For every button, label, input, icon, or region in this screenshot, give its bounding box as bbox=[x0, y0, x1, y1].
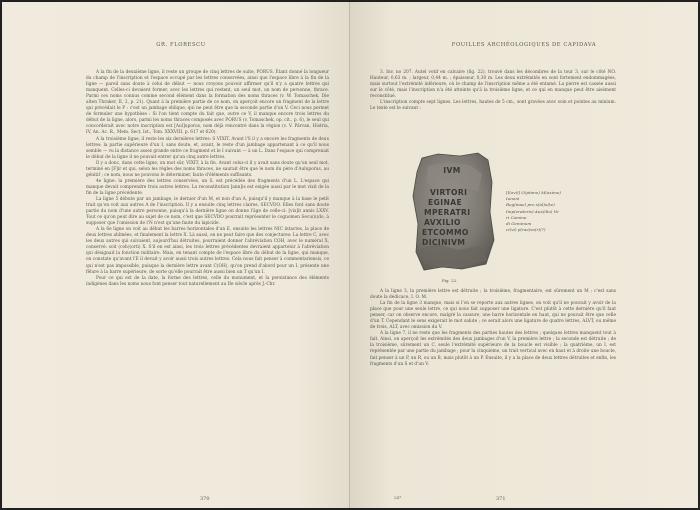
paragraph: A la fin de la deuxième ligne, il reste un groupe de cinq lettres de suite, PORUS. Étant donné la longueur du champ de l'inscription et l'espace occupé par les lettres conservées, ainsi que l'espace libre à la fin de la ligne — pareil sans doute à celui de début — nous croyons pouvoir affirmer qu'il n'y a quatre lettres qui manquent. Celles-ci devaient former, avec les lettres qui restent, un seul mot, un nom de personne, thrace. Parmi ces noms connus comme second élément dans la formation des noms thraces (v. W. Tomaschek, Die alten Thraker, II, 2, p. 21). Quant à la première partie de ce nom, on aperçoit encore un fragment de la lettre qui précédait le P : c'est un jambage oblique, qui ne peut être que la seconde partie d'un V. Ceci nous permet de formuler une hypothèse : Si l'on tient compte du fait que, outre ce V, il manque encore trois lettres du début de la ligne, alors, parmi les noms thraces composés avec PORUS (v. Tomaschek, op. cit., p. 6), le seul qui concorderait avec notre inscription est [Aul]uporus, nom déjà rencontré dans la région (v. V. Pârvan, Histria, IV, An. Ac. R., Mem. Secț. Ist., Tom. XXXVIII, p. 617 et 620). bbox=[86, 70, 329, 136]
transcript-line: Imp(eratoris) Aux(ilio) Ve bbox=[506, 208, 559, 214]
paragraph: La fin de la ligne 3 manque, mais si l'on se reporte aux autres lignes, on voit qu'il ne pouvait y avoir de la place que pour une seule lettre, ce qui nous fait supposer une ligature. C'est plutôt à cette dernière qu'il faut penser, car on observe encore, malgré la cassure, une barre horizontale en haut, qui ne pouvait être que celle d'un T. Cependant le sens exigerait le mot salute ; ce serait alors une ligature de quatre lettres, ALVT, ou même de trois, ALT, avec omission du V. bbox=[370, 301, 616, 331]
paragraph: La ligne 5 débute par un jambage, le dernier d'un M, et non d'un A, puisqu'il y manque à la base le petit trait qu'on voit aux autres A de l'inscription. Il y a ensuite cinq lettres claires, SECVDO. Elles font sans doute partie du nom d'une autre personne, puisqu'à la dernière ligne on donne l'âge de celle-ci: [vix]it annis LXXV. Tout ce qu'on peut dire au sujet de ce nom, c'est que SECVDO pourrait représenter le cognomen Secu(n)do, à supposer que l'omission de l'N n'est qu'une faute du lapicide. bbox=[86, 196, 329, 227]
transcript-line: [I(ovi)] O(ptimo) M(aximo) bbox=[506, 190, 561, 195]
stone-inscription-line: ETCOMMO bbox=[422, 228, 469, 237]
running-head-left: GR. FLORESCU bbox=[156, 42, 206, 48]
stone-inscription-line: DICINIVM bbox=[422, 238, 466, 247]
paragraph: Il y a donc, dans cette ligne, un mot sûr, VIXIT, à la fin. Avant celui-ci il y avait sans doute qu'un seul mot, terminé en [F]ir et qui, selon les règles des noms thraces, ne saurait être que le nom du père d'Auluporus, au génitif ; ce nom, nous ne pouvons le déterminer, faute d'éléments suffisants. bbox=[86, 160, 329, 178]
paragraph: Pour ce qui est de la date, la forme des lettres, celle du monument, et la persistance des éléments indigènes dans les noms nous font penser tout naturellement au IIe siècle après J.-Chr. bbox=[86, 275, 329, 287]
paragraph: 4e ligne: la première des lettres conservées, un S, est précédée des fragments d'un L. L'espace qui manque devait comprendre trois autres lettres. La reconstitution [ann]is est exigée aussi par le mot vixit de la fin de la ligne précédente. bbox=[86, 178, 329, 196]
page-number-right: 371 bbox=[496, 496, 506, 502]
transcript-line: Iunoni bbox=[506, 196, 520, 202]
paragraph: A la 6e ligne on voit au début les barres horizontales d'un E, ensuite les lettres NIC intactes, la place de deux lettres abîmées, et finalement la lettre X. Là aussi, on ne peut faire que des conjectures: La lettre C, avec les deux autres qui suivaient, aujourd'hui détruites, pourraient donner l'abréviation COH, avec le numéral X, conservé: soit (coh)(orti) X. S'il en est ainsi, les trois lettres précédentes devraient appartenir à l'abréviation qui désignait la fonction militaire. Mais, en tenant compte de l'espace libre du début de la ligne, qui manque, on constate qu'avant l'E il devait y avoir aussi trois autres lettres. Cela nous fait penser à commentariensis, ce qui n'est pas impossible, puisque la dernière lettre avant C(OH), qu'on prend d'abord pour un I, présente une fêlure à la barre supérieure, de sorte qu'elle pourrait être aussi bien un T qu'un I. bbox=[86, 227, 329, 275]
transcript-line: ci(vi) p(rae)so(r)(?) bbox=[506, 227, 546, 233]
paragraph: A la troisième ligne, il reste les six dernières lettres: S VIXIT. Avant l'S il y a encore les fragments de deux lettres: la partie supérieure d'un I, sans doute, et, avant, le reste d'un jambage appartenant à ce qu'il nous semble — vu la distance assez grande entre ce fragment et le I suivant — à un L. Dans l'espace qui comprenait le début de la ligne il ne pouvait entrer qu'un cinq autre lettres. bbox=[86, 136, 329, 160]
transcript-line: ri Commo bbox=[506, 214, 527, 220]
stone-inscription-line: IVM bbox=[443, 166, 461, 175]
right-page-body-bottom bbox=[370, 289, 616, 368]
stone-inscription-line: EGINAE bbox=[428, 198, 463, 207]
paragraph: 3. Inv. no 207. Autel votif en calcaire (fig. 22), trouvé dans les décombres de la tour 3, sur le côté NO. Hauteur, 0,63 m. ; largeur, 0,44 m. ; épaisseur, 0,30 m. Les deux extrémités en sont fortement endommagées, mais surtout l'extrémité inférieure, où le champ de l'inscription même a été entamé. La pierre est cassée aussi sur le côté, mais l'inscription n'a été atteinte qu'à la troisième ligne, et ce qui en manque peut être aisément reconstitué. bbox=[370, 70, 616, 100]
running-head-right: FOUILLES ARCHÉOLOGIQUES DE CAPIDAVA bbox=[451, 42, 597, 48]
page-number-left: 370 bbox=[200, 496, 210, 502]
left-page-body bbox=[86, 70, 329, 288]
signature-mark: 24* bbox=[394, 495, 402, 500]
paragraph: L'inscription compte sept lignes. Les lettres, hautes de 5 cm., sont gravées avec soin et pointes au minium. Le texte est le suivant : bbox=[370, 100, 616, 112]
stone-inscription-line: MPERATRI bbox=[424, 208, 471, 217]
right-page bbox=[350, 2, 698, 508]
paragraph: A la ligne 3, la première lettre est détruite ; la troisième, fragmentaire, est sûrement un M ; c'est sans doute la dédicace, I. O. M. bbox=[370, 289, 616, 301]
inscription-transcription bbox=[506, 190, 616, 233]
left-page bbox=[2, 2, 350, 508]
right-page-body-top bbox=[370, 70, 616, 112]
paragraph: A la ligne 7, il ne reste que les fragments des parties hautes des lettres ; quelques lettres manquent tout à fait. Ainsi, on aperçoit les extrémités des deux jambages d'un V, la première lettre ; la seconde est détruite ; de la troisième, sûrement un C, seule l'extrémité supérieure de la boucle est visible ; la quatrième, un I, est représentée par une partie du jambage ; pour la cinquième, un trait vertical avec en haut et à droite une boucle, fait penser à un P, un R, ou un B, mais plutôt à un P. Ensuite, il y a la place de deux lettres détruites et enfin, les fragments d'un S et d'un V. bbox=[370, 331, 616, 367]
transcript-line: Reg(inae) pro s(al)u(te) bbox=[506, 202, 555, 208]
book-spread bbox=[2, 2, 698, 508]
figure-caption: Fig. 22. bbox=[442, 278, 458, 283]
transcript-line: di Geminum bbox=[506, 221, 532, 227]
altar-photograph bbox=[408, 152, 498, 271]
stone-inscription-line: VIRTORI bbox=[430, 188, 468, 197]
votive-altar-image bbox=[408, 152, 498, 271]
stone-inscription-line: AVXILIO bbox=[424, 218, 461, 227]
